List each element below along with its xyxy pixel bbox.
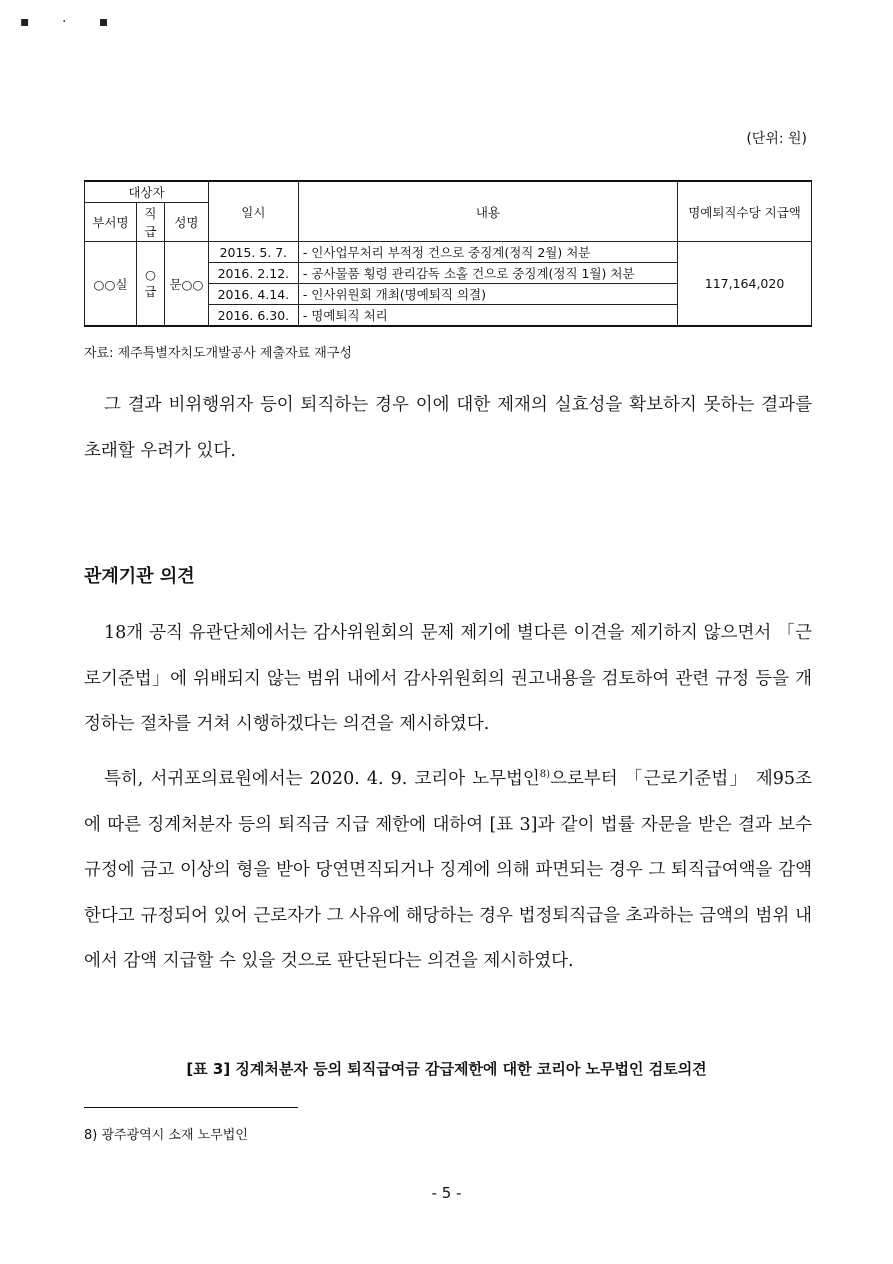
header-amount: 명예퇴직수당 지급액: [678, 181, 812, 242]
cell-content: - 공사물품 횡령 관리감독 소홀 건으로 중징계(정직 1월) 처분: [298, 263, 677, 284]
cell-content: - 인사위원회 개최(명예퇴직 의결): [298, 284, 677, 305]
header-name: 성명: [164, 203, 208, 242]
cell-content: - 명예퇴직 처리: [298, 305, 677, 327]
cell-date: 2016. 4.14.: [208, 284, 298, 305]
source-note: 자료: 제주특별자치도개발공사 제출자료 재구성: [84, 346, 352, 361]
paragraph-agency-opinion: 18개 공직 유관단체에서는 감사위원회의 문제 제기에 별다른 이견을 제기하지 않으면서 「근로기준법」에 위배되지 않는 범위 내에서 감사위원회의 권고내용을 검토하여 관련 규정 등을 개정하는 절차를 거쳐 시행하겠다는 의견을 제시하였다.: [84, 623, 812, 734]
footnote-divider: [84, 1107, 298, 1108]
table-caption: [표 3] 징계처분자 등의 퇴직급여금 감급제한에 대한 코리아 노무법인 검토의견: [186, 1060, 707, 1078]
header-rank: 직급: [136, 203, 164, 242]
scan-mark: ▪ · ▪: [20, 14, 123, 30]
header-content: 내용: [298, 181, 677, 242]
para-text-after: 으로부터 「근로기준법」 제95조에 따른 징계처분자 등의 퇴직금 지급 제한에 대하여 [표 3]과 같이 법률 자문을 받은 결과 보수규정에 금고 이상의 형을 받아 당연면직되거나 징계에 의해 파면되는 경우 그 퇴직급여액을 감액한다고 규정되어 있어 근로자가 그 사유에 해당하는 경우 법정퇴직급을 초과하는 금액의 범위 내에서 감액 지급할 수 있을 것으로 판단된다는 의견을 제시하였다.: [84, 769, 812, 971]
cell-amount: 117,164,020: [678, 242, 812, 327]
table-header-row: [85, 181, 812, 203]
cell-name: 문○○: [164, 242, 208, 327]
table-row: [85, 242, 812, 263]
footnote-ref[interactable]: 8): [539, 769, 551, 781]
cell-date: 2016. 6.30.: [208, 305, 298, 327]
paragraph-legal-advice: [84, 757, 812, 985]
cell-date: 2016. 2.12.: [208, 263, 298, 284]
cell-department: ○○실: [85, 242, 137, 327]
header-target-group: 대상자: [85, 181, 209, 203]
cell-rank: ○급: [136, 242, 164, 327]
header-date: 일시: [208, 181, 298, 242]
section-heading: 관계기관 의견: [84, 566, 195, 587]
cell-date: 2015. 5. 7.: [208, 242, 298, 263]
header-department: 부서명: [85, 203, 137, 242]
cell-content: - 인사업무처리 부적정 건으로 중징계(정직 2월) 처분: [298, 242, 677, 263]
paragraph-consequence: 그 결과 비위행위자 등이 퇴직하는 경우 이에 대한 제재의 실효성을 확보하지 못하는 결과를 초래할 우려가 있다.: [84, 395, 812, 461]
disciplinary-table: [84, 180, 812, 327]
footnote: 8) 광주광역시 소재 노무법인: [84, 1128, 248, 1143]
para-text-before: 특히, 서귀포의료원에서는 2020. 4. 9. 코리아 노무법인: [104, 769, 540, 789]
unit-label: (단위: 원): [746, 131, 807, 147]
page-number: - 5 -: [431, 1184, 462, 1202]
